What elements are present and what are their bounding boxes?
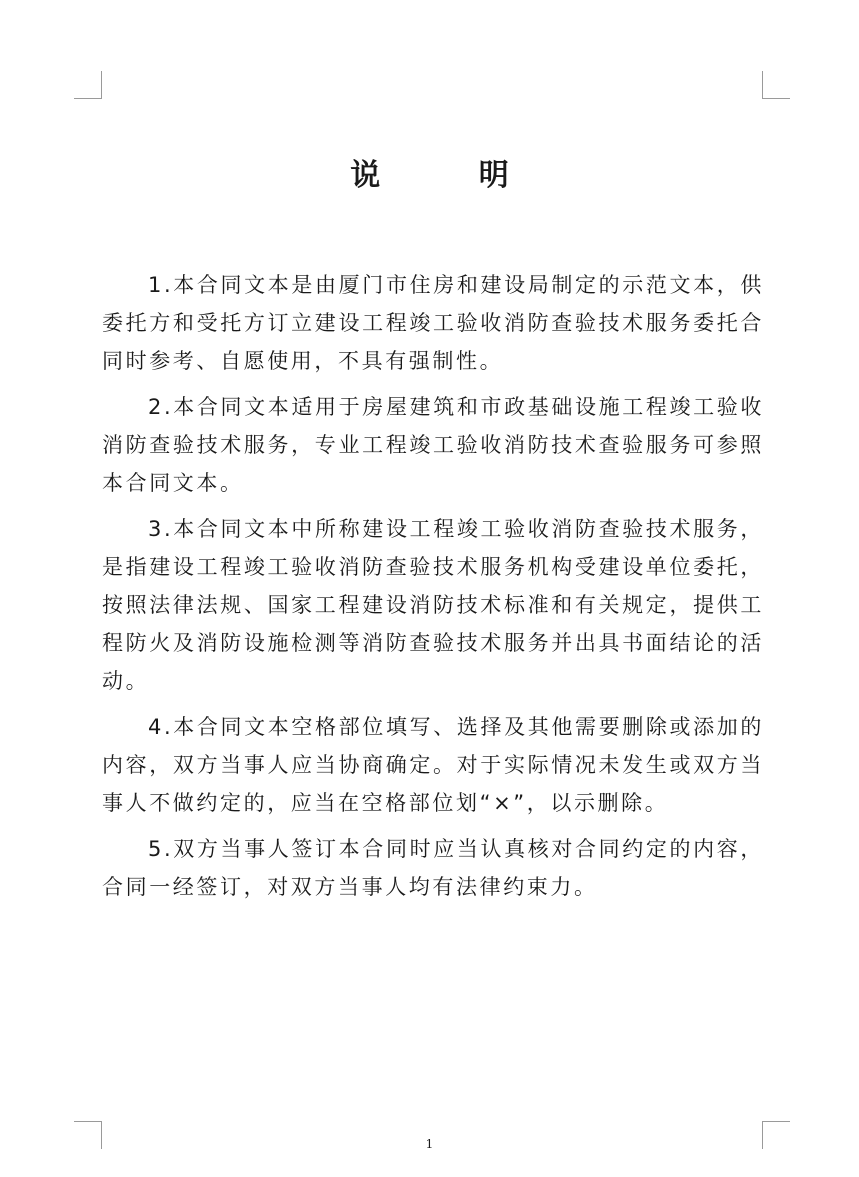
document-body: [102, 266, 764, 914]
crop-mark-top-right: [762, 71, 790, 99]
paragraph-2: 2.本合同文本适用于房屋建筑和市政基础设施工程竣工验收消防查验技术服务，专业工程竣工验收消防技术查验服务可参照本合同文本。: [102, 395, 764, 495]
page-title: 说 明: [350, 158, 553, 193]
paragraph-3: 3.本合同文本中所称建设工程竣工验收消防查验技术服务，是指建设工程竣工验收消防查验技术服务机构受建设单位委托，按照法律法规、国家工程建设消防技术标准和有关规定，提供工程防火及消防设施检测等消防查验技术服务并出具书面结论的活动。: [102, 517, 764, 693]
paragraph-5: 5.双方当事人签订本合同时应当认真核对合同约定的内容，合同一经签订，对双方当事人均有法律约束力。: [102, 837, 764, 899]
page-number: 1: [425, 1137, 434, 1151]
paragraph-4: 4.本合同文本空格部位填写、选择及其他需要删除或添加的内容，双方当事人应当协商确定。对于实际情况未发生或双方当事人不做约定的，应当在空格部位划“×”，以示删除。: [102, 715, 764, 815]
paragraph-1: 1.本合同文本是由厦门市住房和建设局制定的示范文本，供委托方和受托方订立建设工程竣工验收消防查验技术服务委托合同时参考、自愿使用，不具有强制性。: [102, 273, 764, 373]
crop-mark-top-left: [74, 71, 102, 99]
